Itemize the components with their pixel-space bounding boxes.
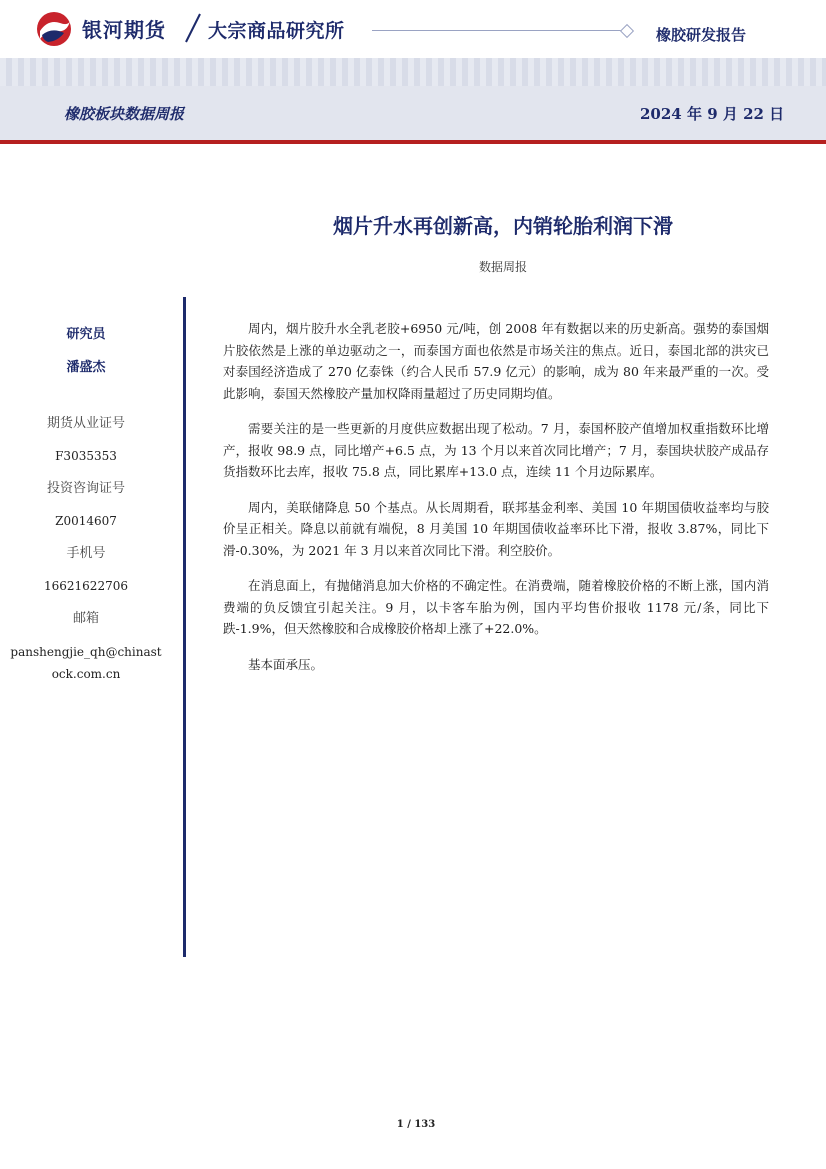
sidebar-divider [183,297,186,957]
phone-label: 手机号 [66,546,106,561]
body-paragraph: 在消息面上，有抛储消息加大价格的不确定性。在消费端，随着橡胶价格的不断上涨，国内消费端的负反馈宜引起关注。9 月，以卡客车胎为例，国内平均售价报收 1178 元/条，同比下跌-1.9%，但天然橡胶和合成橡胶价格却上涨了+22.0%。 [223,578,769,636]
body-paragraph: 基本面承压。 [248,656,324,672]
futures-cert-value: F3035353 [55,449,117,463]
header-stripe [0,58,826,86]
futures-cert-label: 期货从业证号 [46,416,125,431]
page-number: 1 / 133 [396,1119,436,1130]
series-name: 橡胶板块数据周报 [64,105,185,123]
report-type: 橡胶研发报告 [656,26,747,44]
phone-value: 16621622706 [44,579,128,593]
department-name: 大宗商品研究所 [208,20,345,42]
advisory-cert-label: 投资咨询证号 [46,481,125,496]
body-paragraph: 周内，烟片胶升水全乳老胶+6950 元/吨，创 2008 年有数据以来的历史新高。强势的泰国烟片胶依然是上涨的单边驱动之一，而泰国方面也依然是市场关注的焦点。近日，泰国北部的洪灾已对泰国经济造成了 270 亿泰铢（约合人民币 57.9 亿元）的影响，成为 80 年来最严重的一次。受此影响，泰国天然橡胶产量加权降雨量超过了历史同期均值。 [223,321,769,401]
sidebar-spacer [10,384,162,408]
email-link[interactable]: panshengjie_qh@chinastock.com.cn [10,645,162,681]
body-paragraph: 需要关注的是一些更新的月度供应数据出现了松动。7 月，泰国杯胶产值增加权重指数环比增产，报收 98.9 点，同比增产+6.5 点，为 13 个月以来首次同比增产；7 月，泰国块状胶产成品存货指数环比去库，报收 75.8 点，同比累库+13.0 点，连续 11 个月边际累库。 [223,421,769,479]
brand-name: 银河期货 [82,18,166,42]
author-role: 研究员 [66,327,106,342]
page-subtitle: 数据周报 [478,260,527,274]
title-band-underline [0,140,826,144]
email-label: 邮箱 [72,611,99,626]
author-name: 潘盛杰 [66,360,106,375]
body-paragraph: 周内，美联储降息 50 个基点。从长周期看，联邦基金利率、美国 10 年期国债收益率均与胶价呈正相关。降息以前就有端倪，8 月美国 10 年期国债收益率环比下滑，报收 3.87%，同比下滑-0.30%，为 2021 年 3 月以来首次同比下滑。利空胶价。 [223,499,769,558]
author-sidebar [10,318,162,685]
advisory-cert-value: Z0014607 [55,514,117,528]
diamond-icon [620,24,634,38]
report-body [223,318,769,689]
company-logo-icon [34,11,74,47]
page-title: 烟片升水再创新高，内销轮胎利润下滑 [333,214,673,238]
divider-slash [182,10,204,46]
header-rule [372,30,622,31]
report-date: 2024 年 9 月 22 日 [640,105,785,123]
